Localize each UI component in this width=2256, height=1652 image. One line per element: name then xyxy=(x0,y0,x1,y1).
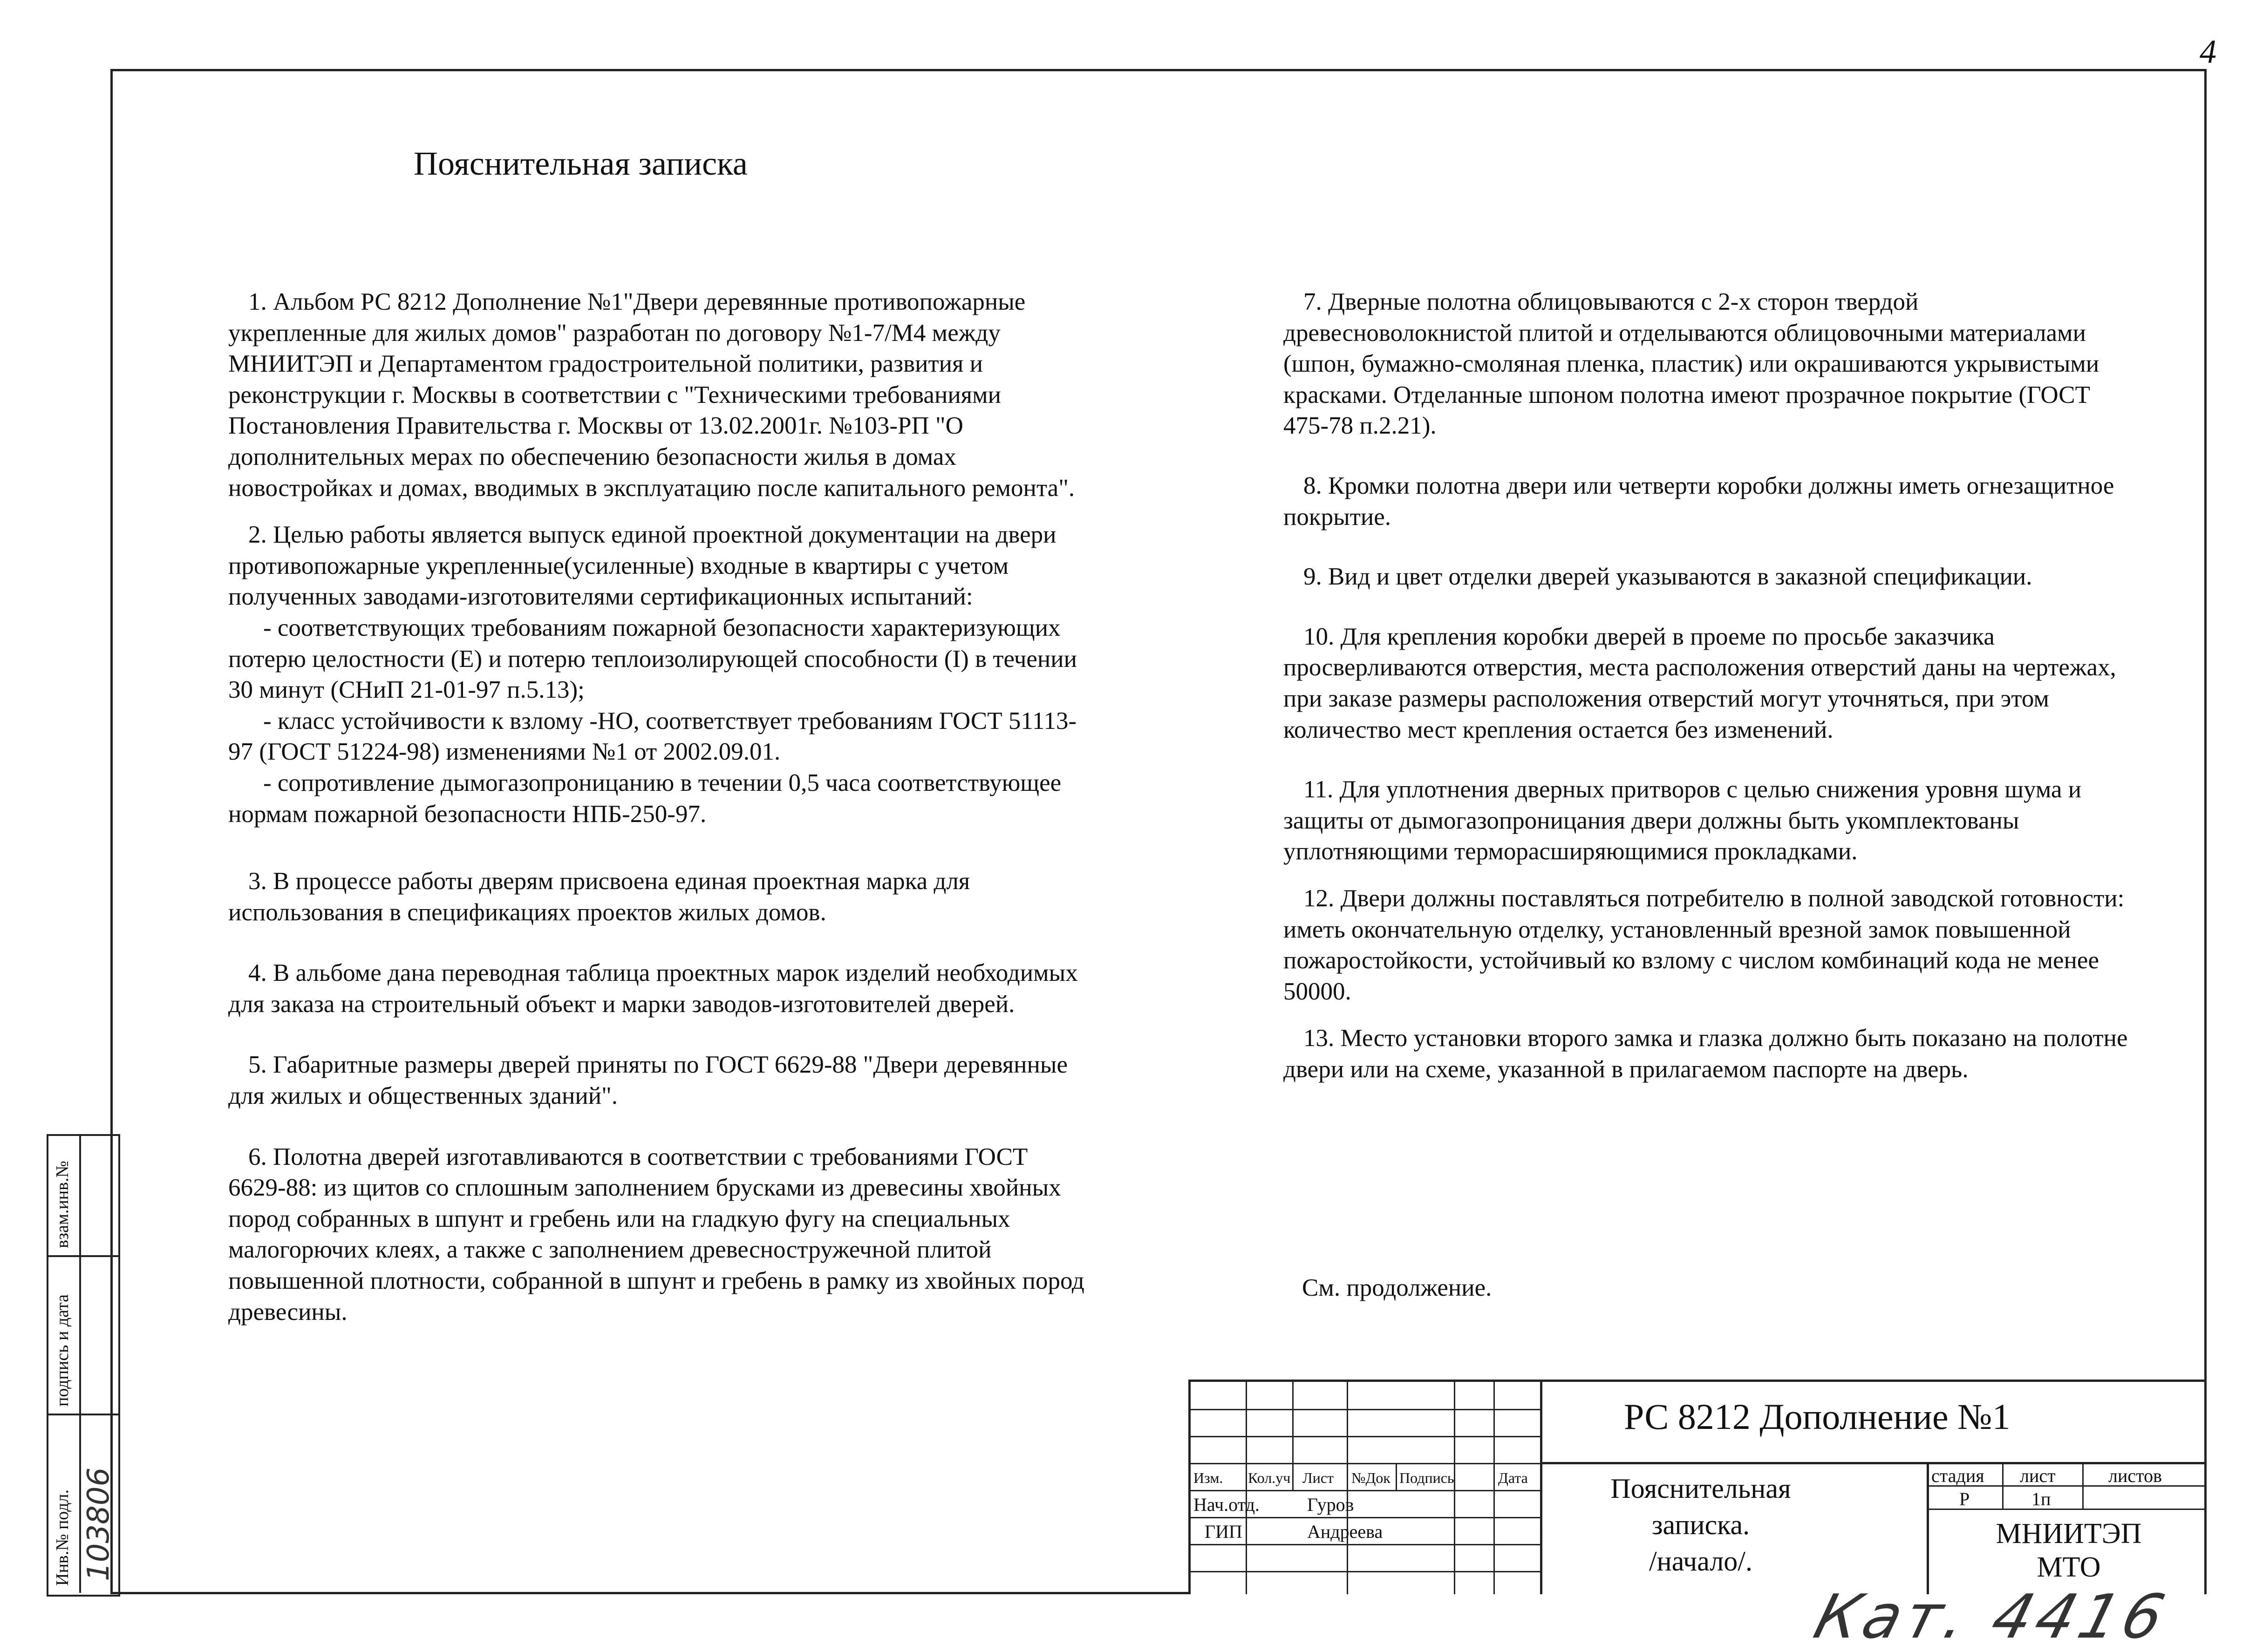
paragraph-3: 3. В процессе работы дверям присвоена единая проектная марка для использования в спецификациях проектов жилых домов. xyxy=(228,868,970,926)
tb-header-ndok: №Док xyxy=(1351,1469,1390,1486)
paragraph-2-item-3: - сопротивление дымогазопроницанию в течении 0,5 часа соответствующее нормам пожарной безопасности НПБ-250-97. xyxy=(228,769,1062,828)
paragraph-13: 13. Место установки второго замка и глазка должно быть показано на полотне двери или на схеме, указанной в прилагаемом паспорте на дверь. xyxy=(1283,1025,2128,1083)
tb-name-2: Андреева xyxy=(1307,1521,1383,1542)
right-column xyxy=(1283,286,2138,1085)
margin-stamp xyxy=(47,1134,116,1593)
stamp-label-signature: подпись и дата xyxy=(53,1294,72,1407)
tb-header-list: Лист xyxy=(1302,1469,1334,1486)
inventory-number-handwritten: 103806 xyxy=(82,1467,116,1581)
sheet-value: 1п xyxy=(2031,1489,2051,1509)
paragraph-2: 2. Целью работы является выпуск единой проектной документации на двери противопожарные укрепленные(усиленные) входные в квартиры с учетом полученных заводами-изготовителями сертификационных испытаний: xyxy=(228,521,1056,611)
paragraph-7: 7. Дверные полотна облицовываются с 2-х сторон твердой древесноволокнистой плитой и отделываются облицовочными материалами (шпон, бумажно-смоляная пленка, пластик) или окрашиваются укрывистыми красками. Отделанные шпоном полотна имеют прозрачное покрытие (ГОСТ 475-78 п.2.21). xyxy=(1283,288,2099,440)
sheet-title-line-3: /начало/. xyxy=(1649,1546,1752,1577)
tb-header-data: Дата xyxy=(1498,1469,1528,1486)
tb-header-podp: Подпись xyxy=(1399,1469,1454,1486)
organization xyxy=(1931,1517,2206,1584)
document-code: РС 8212 Дополнение №1 xyxy=(1624,1396,2011,1437)
paragraph-11: 11. Для уплотнения дверных притворов с целью снижения уровня шума и защиты от дымогазопроницания двери должны быть укомплектованы уплотняющими терморасширяющимися прокладками. xyxy=(1283,776,2082,865)
sheet-header: лист xyxy=(2020,1465,2056,1486)
left-column xyxy=(228,286,1085,1327)
tb-role-2: ГИП xyxy=(1205,1521,1242,1542)
sheet-title-line-2: записка. xyxy=(1651,1509,1750,1540)
paragraph-1: 1. Альбом РС 8212 Дополнение №1"Двери деревянные противопожарные укрепленные для жилых домов" разработан по договору №1-7/М4 между МНИИТЭП и Департаментом градостроительной политики, развития и реконструкции г. Москвы в соответствии с "Техническими требованиями Постановления Правительства г. Москвы от 13.02.2001г. №103-РП "О дополнительных мерах по обеспечению безопасности жилья в домах новостройках и домах, вводимых в эксплуатацию после капитального ремонта". xyxy=(228,288,1075,502)
handwritten-catalog-number: Кат. 4416 xyxy=(1807,1581,2176,1652)
paragraph-2-item-1: - соответствующих требованиям пожарной безопасности характеризующих потерю целостности (Е) и потерю теплоизолирующей способности (I) в течении 30 минут (СНиП 21-01-97 п.5.13); xyxy=(228,614,1077,704)
paragraph-9: 9. Вид и цвет отделки дверей указываются в заказной спецификации. xyxy=(1303,563,2032,591)
page-number: 4 xyxy=(2200,33,2216,70)
stamp-label-replacement: взам.инв.№ xyxy=(53,1161,72,1248)
organization-line-2: МТО xyxy=(2037,1551,2101,1583)
tb-header-kol: Кол.уч xyxy=(1248,1469,1291,1486)
paragraph-5: 5. Габаритные размеры дверей приняты по ГОСТ 6629-88 "Двери деревянные для жилых и общественных зданий". xyxy=(228,1051,1068,1110)
paragraph-8: 8. Кромки полотна двери или четверти коробки должны иметь огнезащитное покрытие. xyxy=(1283,472,2114,530)
paragraph-12: 12. Двери должны поставляться потребителю в полной заводской готовности: иметь окончательную отделку, установленный врезной замок повышенной пожаростойкости, устойчивый ко взлому с числом комбинаций кода не менее 50000. xyxy=(1283,884,2125,1005)
title-block xyxy=(1188,1380,2204,1594)
sheet-title-line-1: Пояснительная xyxy=(1610,1473,1791,1504)
stage-value: Р xyxy=(1959,1489,1970,1509)
paragraph-4: 4. В альбоме дана переводная таблица проектных марок изделий необходимых для заказа на строительный объект и марки заводов-изготовителей дверей. xyxy=(228,959,1078,1018)
organization-line-1: МНИИТЭП xyxy=(1996,1518,2142,1550)
tb-name-1: Гуров xyxy=(1307,1494,1354,1515)
continuation-note: См. продолжение. xyxy=(1302,1274,1492,1301)
drawing-frame-bottom xyxy=(110,1592,1188,1594)
paragraph-2-item-2: - класс устойчивости к взлому -НО, соответствует требованиям ГОСТ 51113-97 (ГОСТ 51224-98) изменениями №1 от 2002.09.01. xyxy=(228,707,1077,766)
sheets-header: листов xyxy=(2108,1465,2162,1486)
tb-header-izm: Изм. xyxy=(1193,1469,1223,1486)
stamp-label-inventory: Инв.№ подл. xyxy=(53,1489,72,1586)
paragraph-6: 6. Полотна дверей изготавливаются в соответствии с требованиями ГОСТ 6629-88: из щитов со сплошным заполнением брусками из древесины хвойных пород собранных в шпунт и гребень или на гладкую фугу на специальных малогорючих клеях, а также с заполнением древесностружечной плитой повышенной плотности, собранной в шпунт и гребень в рамку из хвойных пород древесины. xyxy=(228,1143,1084,1326)
stage-header: стадия xyxy=(1931,1465,1984,1486)
sheet-title xyxy=(1568,1470,1833,1579)
paragraph-10: 10. Для крепления коробки дверей в проеме по просьбе заказчика просверливаются отверстия, места расположения отверстий даны на чертежах, при заказе размеры расположения отверстий могут уточняться, при этом количество мест крепления остается без изменений. xyxy=(1283,623,2116,743)
page-title: Пояснительная записка xyxy=(414,145,748,182)
tb-role-1: Нач.отд. xyxy=(1193,1494,1260,1515)
